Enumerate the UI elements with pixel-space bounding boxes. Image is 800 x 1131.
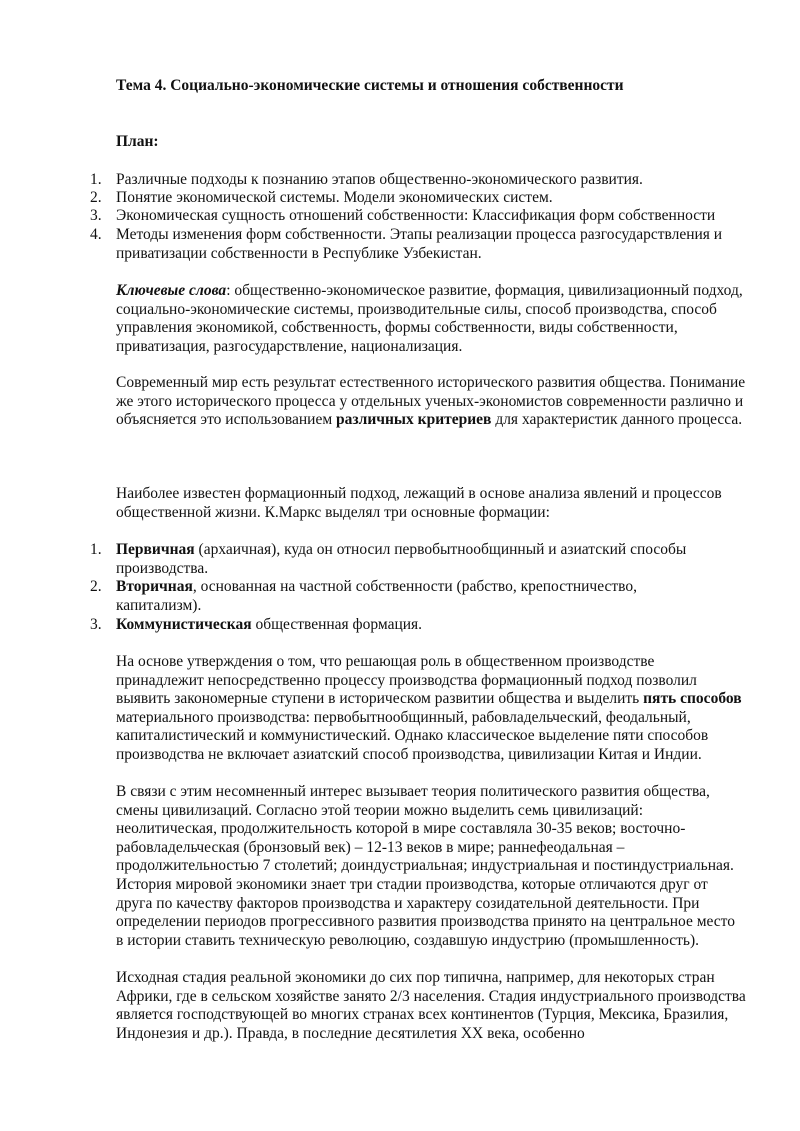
formation-description: , основанная на частной собственности (рабство, крепостничество, капитализм).: [116, 578, 637, 614]
paragraph-text: для характеристик данного процесса.: [491, 411, 743, 429]
plan-item-text: Методы изменения форм собственности. Этапы реализации процесса разгосударствления и приватизации собственности в Республике Узбекистан.: [116, 226, 723, 262]
plan-heading: План:: [116, 133, 159, 150]
formation-description: общественная формация.: [251, 616, 423, 633]
plan-item-text: Понятие экономической системы. Модели экономических систем.: [116, 189, 553, 206]
plan-item-text: Экономическая сущность отношений собственности: Классификация форм собственности: [116, 207, 716, 224]
plan-item-text: Различные подходы к познанию этапов общественно-экономического развития.: [116, 171, 643, 188]
keywords-label: Ключевые слова: [116, 282, 227, 299]
formation-item-number: 1.: [90, 541, 102, 558]
emphasis-text: пять способов: [643, 690, 742, 708]
civilizations-paragraph: В связи с этим несомненный интерес вызывает теория политического развития общества, смены цивилизаций. Согласно этой теории можно выделить семь цивилизаций: неолитическая, продолжительность которой в мире составляла 30-35 веков; восточно-рабовладельческая (бронзовый век) – 12-13 веков в мире; раннефеодальная – продолжительностью 7 столетий; доиндустриальная; индустриальная и постиндустриальная. История мировой экономики знает три стадии производства, которые отличаются друг от друга по качеству факторов производства и характеру созидательной деятельности. При определении периодов прогрессивного развития производства принято на центральное место в истории ставить техническую революцию, создавшую индустрию (промышленность).: [116, 783, 735, 949]
page-title: Тема 4. Социально-экономические системы и отношения собственности: [116, 77, 624, 94]
plan-item-number: 4.: [90, 226, 102, 243]
formation-item: [116, 578, 726, 615]
intro-paragraph: [116, 374, 746, 430]
formation-name: Вторичная: [116, 578, 193, 595]
keywords-paragraph: [116, 282, 746, 356]
plan-item-number: 1.: [90, 171, 102, 188]
formation-item-number: 2.: [90, 578, 102, 595]
keywords-text: : общественно-экономическое развитие, формация, цивилизационный подход, социально-экономические системы, производительные силы, способ производства, способ управления экономикой, собственность, формы собственности, виды собственности, приватизация, разгосударствление, национализация.: [116, 282, 743, 355]
formation-item: [116, 616, 726, 635]
five-modes-paragraph: [116, 653, 746, 765]
paragraph-text: Современный мир есть результат естественного исторического развития общества. Понимание же этого исторического процесса у отдельных ученых-экономистов современности различно и объясняется это использованием: [116, 374, 746, 429]
emphasis-text: различных критериев: [336, 411, 492, 429]
formation-name: Первичная: [116, 541, 195, 558]
paragraph-text: материального производства: первобытнообщинный, рабовладельческий, феодальный, капиталистический и коммунистический. Однако классическое выделение пяти способов производства не включает азиатский способ производства, цивилизации Китая и Индии.: [116, 708, 709, 763]
plan-item-number: 3.: [90, 207, 102, 224]
plan-item-number: 2.: [90, 189, 102, 206]
formation-item: [116, 541, 726, 578]
formation-name: Коммунистическая: [116, 616, 252, 633]
formation-approach-paragraph: Наиболее известен формационный подход, лежащий в основе анализа явлений и процессов общественной жизни. К.Маркс выделял три основные формации:: [116, 485, 722, 521]
paragraph-text: На основе утверждения о том, что решающая роль в общественном производстве принадлежит непосредственно процессу производства формационный подход позволил выявить закономерные ступени в историческом развитии общества и выделить: [116, 653, 697, 708]
stages-paragraph: Исходная стадия реальной экономики до сих пор типична, например, для некоторых стран Африки, где в сельском хозяйстве занято 2/3 населения. Стадия индустриального производства является господствующей во многих странах всех континентов (Турция, Мексика, Бразилия, Индонезия и др.). Правда, в последние десятилетия XX века, особенно: [116, 969, 746, 1042]
formation-item-number: 3.: [90, 616, 102, 633]
formation-description: (архаичная), куда он относил первобытнообщинный и азиатский способы производства.: [116, 541, 687, 577]
